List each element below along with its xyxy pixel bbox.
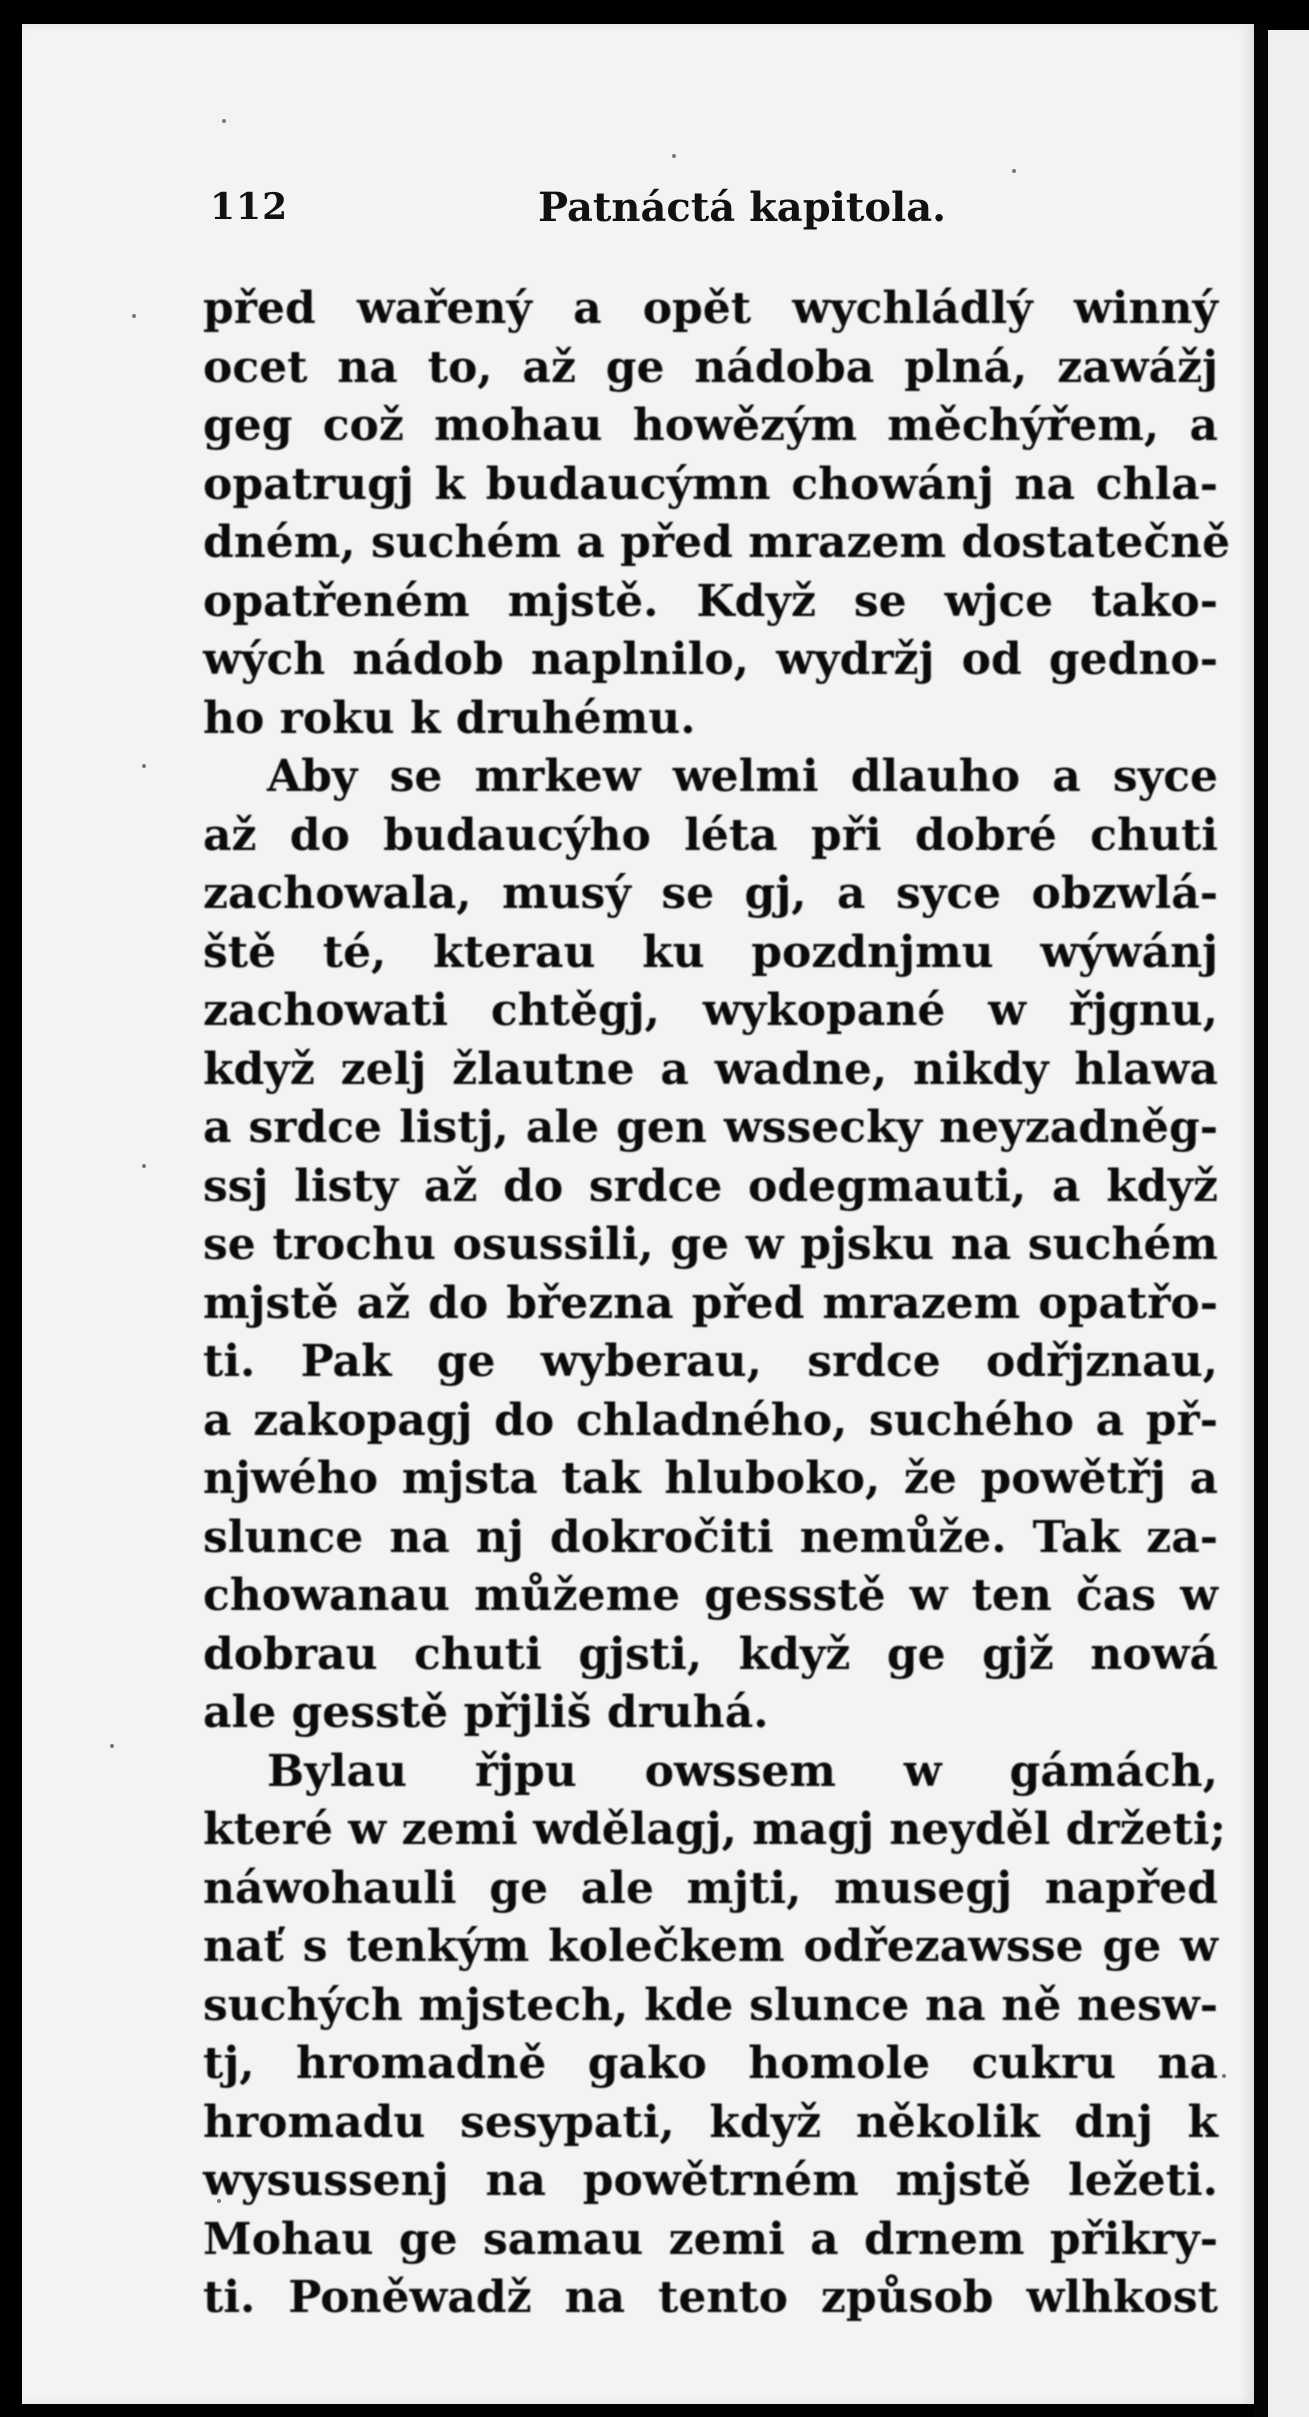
paragraph-start-line: Aby se mrkew welmi dlauho a syce <box>267 751 1218 802</box>
paper-speck <box>1012 169 1016 173</box>
paper-speck <box>110 1744 114 1748</box>
text-line: ště té, kterau ku pozdnjmu wýwánj <box>203 926 1218 978</box>
page-number: 112 <box>210 186 289 228</box>
body-text <box>203 280 1231 2328</box>
text-line: opatrugj k budaucýmn chowánj na chla- <box>203 458 1218 510</box>
text-line: opatřeném mjstě. Když se wjce tako- <box>203 575 1218 627</box>
text-line: mjstě až do března před mrazem opatřo- <box>203 1277 1218 1329</box>
running-title: Patnáctá kapitola. <box>538 184 947 231</box>
text-line: které w zemi wdělagj, magj neyděl držeti; <box>203 1804 1226 1855</box>
paper-speck <box>222 119 226 123</box>
paper-speck <box>1222 2074 1226 2078</box>
text-line: nať s tenkým kolečkem odřezawsse ge w <box>203 1921 1218 1972</box>
paragraph-start-line: Bylau řjpu owssem w gámách, <box>267 1745 1218 1797</box>
text-line: njwého mjsta tak hluboko, že powětřj a <box>203 1453 1218 1504</box>
text-line: a zakopagj do chladného, suchého a př- <box>203 1394 1218 1446</box>
text-line: dném, suchém a před mrazem dostatečně <box>203 517 1231 568</box>
text-line: zachowati chtěgj, wykopané w řjgnu, <box>203 985 1218 1036</box>
text-line: náwohauli ge ale mjti, musegj napřed <box>203 1862 1218 1914</box>
paper-speck <box>132 314 136 318</box>
text-line: suchých mjstech, kde slunce na ně nesw- <box>203 1979 1218 2031</box>
text-line: a srdce listj, ale gen wssecky neyzadněg- <box>203 1102 1218 1153</box>
page-header <box>210 186 970 246</box>
text-line: hromadu sesypati, když několik dnj k <box>203 2096 1218 2148</box>
text-line: tj, hromadně gako homole cukru na <box>203 2038 1218 2089</box>
text-line: geg což mohau howězým měchýřem, a <box>203 400 1218 451</box>
text-line: zachowala, musý se gj, a syce obzwlá- <box>203 868 1218 919</box>
text-line: ti. Pak ge wyberau, srdce odřjznau, <box>203 1336 1218 1387</box>
text-line: před wařený a opět wychládlý winný <box>203 283 1218 334</box>
paper-speck <box>672 154 676 158</box>
text-line: chowanau můžeme gessstě w ten čas w <box>203 1570 1218 1621</box>
text-line: wysussenj na powětrném mjstě ležeti. <box>203 2155 1218 2206</box>
text-line: Mohau ge samau zemi a drnem přikry- <box>203 2213 1218 2265</box>
text-line: když zelj žlautne a wadne, nikdy hlawa <box>203 1043 1218 1095</box>
text-line: ho roku k druhému. <box>203 692 696 744</box>
text-line: dobrau chuti gjsti, když ge gjž nowá <box>203 1628 1218 1680</box>
paper-speck <box>142 1164 146 1168</box>
text-line: wých nádob naplnilo, wydržj od gedno- <box>203 634 1218 685</box>
text-line: ocet na to, až ge nádoba plná, zawážj <box>203 341 1218 393</box>
paper-speck <box>142 764 146 768</box>
text-line: ssj listy až do srdce odegmauti, a když <box>203 1160 1218 1212</box>
text-line: slunce na nj dokročiti nemůže. Tak za- <box>203 1511 1218 1563</box>
page-gutter <box>1254 24 1268 2417</box>
text-line: až do budaucýho léta při dobré chuti <box>203 809 1218 861</box>
next-page-edge <box>1268 30 1309 2417</box>
text-line: ti. Poněwadž na tento způsob wlhkost <box>203 2272 1218 2323</box>
text-line: ale gesstě přjliš druhá. <box>203 1687 769 1738</box>
text-line: se trochu osussili, ge w pjsku na suchém <box>203 1219 1218 1270</box>
